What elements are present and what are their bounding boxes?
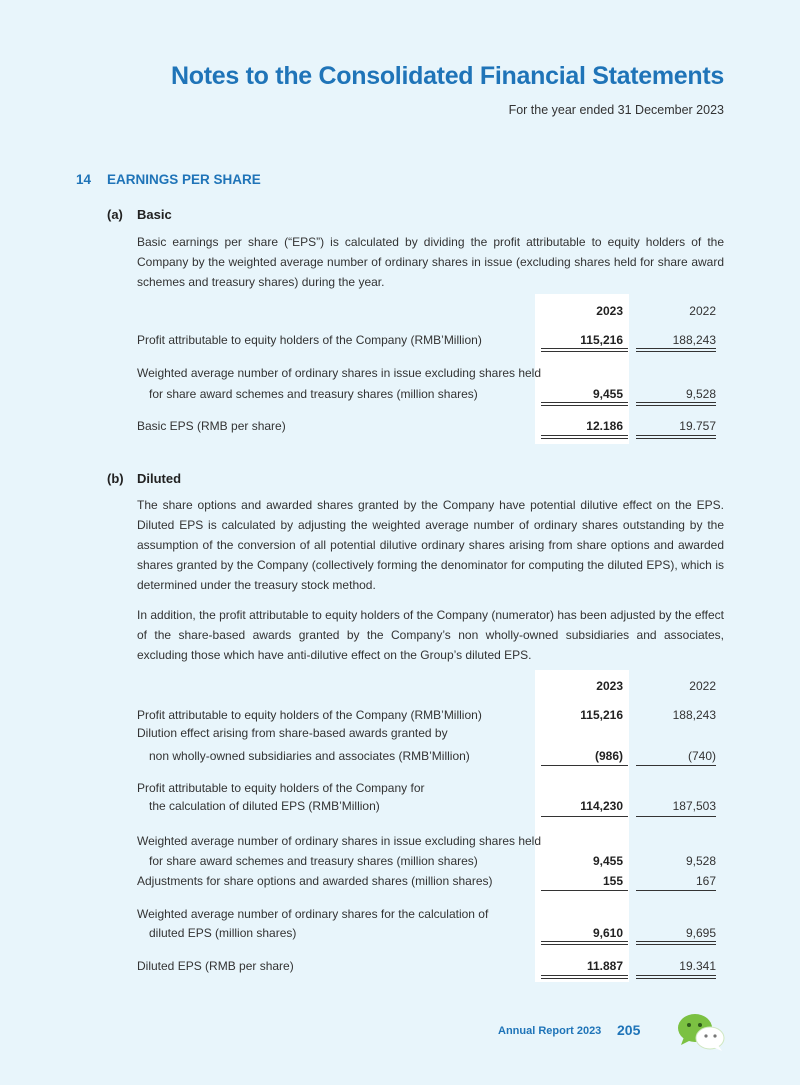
- footer-label: Annual Report 2023: [498, 1025, 602, 1037]
- diluted-row-label: Diluted EPS (RMB per share): [137, 959, 294, 973]
- double-underline: [636, 941, 716, 945]
- double-underline: [541, 435, 628, 439]
- diluted-row-label: non wholly-owned subsidiaries and associates (RMB’Million): [149, 749, 470, 763]
- diluted-year-2022: 2022: [689, 679, 716, 693]
- diluted-row-label: Profit attributable to equity holders of the Company (RMB’Million): [137, 708, 482, 722]
- double-underline: [541, 941, 628, 945]
- basic-row-2022: 188,243: [672, 333, 716, 347]
- diluted-row-2022: 187,503: [672, 799, 716, 813]
- diluted-row-2023: 115,216: [580, 708, 623, 722]
- diluted-row-label: Weighted average number of ordinary shares in issue excluding shares held: [137, 834, 542, 848]
- underline: [541, 816, 628, 817]
- diluted-row-2022: 167: [695, 874, 716, 888]
- basic-letter: (a): [107, 207, 123, 222]
- basic-row-label: Weighted average number of ordinary shares in issue excluding shares held: [137, 366, 542, 380]
- diluted-row-label: for share award schemes and treasury shares (million shares): [149, 854, 478, 868]
- basic-paragraph: Basic earnings per share (“EPS”) is calculated by dividing the profit attributable to equity holders of the Company by the weighted average number of ordinary shares in issue (excluding shares held for share award schemes and treasury shares) during the year.: [137, 235, 724, 289]
- section-title: EARNINGS PER SHARE: [107, 172, 261, 187]
- diluted-row-2023: 114,230: [580, 799, 623, 813]
- diluted-row-2023: (986): [594, 749, 623, 763]
- diluted-row-label: Weighted average number of ordinary shares for the calculation of: [137, 907, 489, 921]
- diluted-row-2022: 9,528: [685, 854, 716, 868]
- diluted-row-label: diluted EPS (million shares): [149, 926, 297, 940]
- diluted-paragraph-2: In addition, the profit attributable to equity holders of the Company (numerator) has been adjusted by the effect of the share-based awards granted by the Company’s non wholly-owned subsidiaries and associates, excluding those which have anti-dilutive effect on the Group’s diluted EPS.: [137, 608, 724, 662]
- basic-row-2023: 9,455: [592, 387, 623, 401]
- diluted-letter: (b): [107, 471, 124, 486]
- basic-year-2023: 2023: [596, 304, 623, 318]
- underline: [541, 890, 628, 891]
- diluted-row-label: Dilution effect arising from share-based awards granted by: [137, 726, 448, 740]
- underline: [636, 765, 716, 766]
- diluted-row-label: Adjustments for share options and awarded shares (million shares): [137, 874, 493, 888]
- diluted-row-2023: 9,610: [592, 926, 623, 940]
- underline: [541, 765, 628, 766]
- diluted-row-2023: 155: [602, 874, 623, 888]
- double-underline: [541, 975, 628, 979]
- double-underline: [636, 402, 716, 406]
- diluted-row-2023: 9,455: [592, 854, 623, 868]
- basic-row-label: for share award schemes and treasury shares (million shares): [149, 387, 478, 401]
- diluted-row-label: Profit attributable to equity holders of the Company for: [137, 781, 425, 795]
- section-number: 14: [76, 172, 92, 187]
- basic-year-2022: 2022: [689, 304, 716, 318]
- underline: [636, 816, 716, 817]
- double-underline: [636, 975, 716, 979]
- diluted-row-2022: (740): [687, 749, 716, 763]
- basic-row-2023: 115,216: [580, 333, 623, 347]
- page-title: Notes to the Consolidated Financial Statements: [171, 62, 724, 90]
- diluted-row-label: the calculation of diluted EPS (RMB’Million): [149, 799, 380, 813]
- underline: [636, 890, 716, 891]
- diluted-row-2022: 19.341: [679, 959, 716, 973]
- diluted-row-2022: 188,243: [672, 708, 716, 722]
- basic-row-2022: 9,528: [685, 387, 716, 401]
- double-underline: [541, 402, 628, 406]
- diluted-paragraph-1: The share options and awarded shares granted by the Company have potential dilutive effect on the EPS. Diluted EPS is calculated by adjusting the weighted average number of ordinary shares outstanding by the assumption of the conversion of all potential dilutive ordinary shares arising from share options and awarded shares granted by the Company (collectively forming the denominator for computing the diluted EPS), which is determined under the treasury stock method.: [137, 498, 724, 592]
- double-underline: [636, 435, 716, 439]
- diluted-year-2023: 2023: [596, 679, 623, 693]
- basic-title: Basic: [137, 207, 172, 222]
- basic-row-label: Basic EPS (RMB per share): [137, 419, 286, 433]
- page-subtitle: For the year ended 31 December 2023: [508, 103, 724, 117]
- basic-row-label: Profit attributable to equity holders of the Company (RMB’Million): [137, 333, 482, 347]
- diluted-row-2023: 11.887: [586, 959, 623, 973]
- double-underline: [636, 348, 716, 352]
- basic-row-2023: 12.186: [586, 419, 623, 433]
- diluted-title: Diluted: [137, 471, 182, 486]
- page-number: 205: [617, 1022, 641, 1038]
- double-underline: [541, 348, 628, 352]
- wechat-logo-icon: [676, 1012, 726, 1052]
- basic-row-2022: 19.757: [679, 419, 716, 433]
- diluted-row-2022: 9,695: [685, 926, 716, 940]
